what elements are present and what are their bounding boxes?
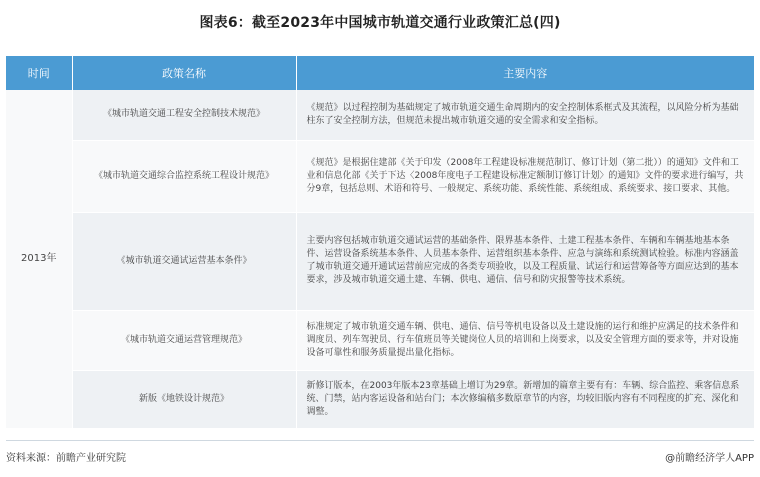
header-main-content: 主要内容 [296,56,754,90]
brand-credit: @前瞻经济学人APP [665,453,754,464]
time-cell: 2013年 [6,90,72,428]
table-row [6,90,754,140]
table-row [6,310,754,370]
source-note: 资料来源：前瞻产业研究院 [6,453,126,464]
table-row [6,212,754,310]
page-title: 图表6：截至2023年中国城市轨道交通行业政策汇总(四) [199,15,561,31]
policy-name-cell: 新版《地铁设计规范》 [72,370,296,428]
policy-content-cell: 新修订版本，在2003年版本23章基础上增订为29章。新增加的篇章主要有有：车辆、综合监控、乘客信息系统、门禁，站内客运设备和站台门；本次修编稿多数原章节的内容，均较旧版内容有不同程度的扩充、深化和调整。 [296,370,754,428]
policy-content-cell: 《规范》是根据住建部《关于印发（2008年工程建设标准规范制订、修订计划（第二批））的通知》文件和工业和信息化部《关于下达〈2008年度电子工程建设标准定额制订修订计划〉的通知》文件的要求进行编写，共分9章，包括总则、术语和符号、一般规定、系统功能、系统性能、系统组成、系统要求、接口要求、其他。 [296,140,754,212]
policy-name-cell: 《城市轨道交通工程安全控制技术规范》 [72,90,296,140]
table-header-row [6,56,754,90]
table-row [6,370,754,428]
policy-name-cell: 《城市轨道交通运营管理规范》 [72,310,296,370]
policy-content-cell: 主要内容包括城市轨道交通试运营的基础条件、限界基本条件、土建工程基本条件、车辆和车辆基地基本条件、运营设备系统基本条件、人员基本条件、运营组织基本条件、应急与演练和系统测试检验。标准内容涵盖了城市轨道交通开通试运营前应完成的各类专项验收，以及工程质量、试运行和运营筹备等方面应达到的基本要求，涉及城市轨道交通土建、车辆、供电、通信、信号和防灾报警等技术系统。 [296,212,754,310]
policy-table [6,56,754,429]
policy-name-cell: 《城市轨道交通综合监控系统工程设计规范》 [72,140,296,212]
footer-divider [6,440,754,441]
header-time: 时间 [6,56,72,90]
table-row [6,140,754,212]
policy-content-cell: 标准规定了城市轨道交通车辆、供电、通信、信号等机电设备以及土建设施的运行和维护应满足的技术条件和调度员、列车驾驶员、行车值班员等关键岗位人员的培训和上岗要求，以及安全管理方面的要求等，并对设施设备可靠性和服务质量提出量化指标。 [296,310,754,370]
policy-content-cell: 《规范》以过程控制为基础规定了城市轨道交通生命周期内的安全控制体系框式及其流程，以风险分析为基础柱东了安全控制方法，但规范未提出城市轨道交通的安全需求和安全指标。 [296,90,754,140]
header-policy-name: 政策名称 [72,56,296,90]
policy-name-cell: 《城市轨道交通试运营基本条件》 [72,212,296,310]
